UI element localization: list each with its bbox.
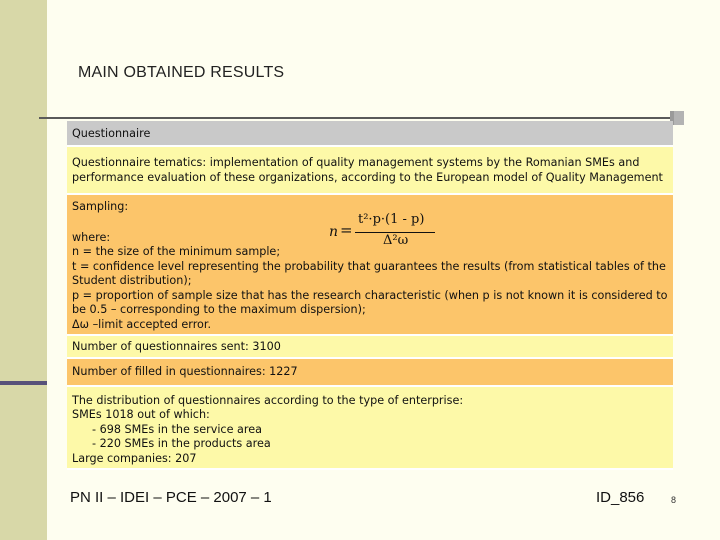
distribution-products: - 220 SMEs in the products area xyxy=(92,437,271,450)
title-rule xyxy=(39,117,670,119)
footer-id: ID_856 xyxy=(596,489,645,506)
definition-delta: Δω –limit accepted error. xyxy=(72,317,212,331)
sampling-cell xyxy=(67,194,673,335)
table-row xyxy=(67,194,673,335)
definition-n: n = the size of the minimum sample; xyxy=(72,245,281,258)
table-row xyxy=(67,386,673,470)
definition-p: p = proportion of sample size that has the research characteristic (when p is not known it is considered to be 0.5 – corresponding to the maximum dispersion); xyxy=(72,288,668,316)
table-header-cell: Questionnaire xyxy=(67,121,673,146)
table-row xyxy=(67,335,673,358)
left-decorative-band xyxy=(0,0,47,540)
filled-cell: Number of filled in questionnaires: 1227 xyxy=(67,358,673,386)
distribution-smes: SMEs 1018 out of which: xyxy=(72,408,210,421)
formula-equals: = xyxy=(340,221,353,239)
formula-denominator: Δ²ω xyxy=(383,233,409,248)
table-row xyxy=(67,121,673,146)
sampling-label: Sampling: xyxy=(72,200,129,213)
distribution-cell xyxy=(67,386,673,470)
sent-cell: Number of questionnaires sent: 3100 xyxy=(67,335,673,358)
slide-title: MAIN OBTAINED RESULTS xyxy=(78,64,285,81)
distribution-service: - 698 SMEs in the service area xyxy=(92,422,262,436)
distribution-intro: The distribution of questionnaires according to the type of enterprise: xyxy=(72,393,464,407)
page-number: 8 xyxy=(671,495,677,505)
left-accent-bar xyxy=(0,381,47,385)
table-row xyxy=(67,146,673,194)
where-label: where: xyxy=(72,230,111,244)
definition-t: t = confidence level representing the probability that guarantees the results (from statistical tables of the Student distribution); xyxy=(72,259,666,287)
formula-lhs: n xyxy=(329,224,339,240)
footer-project-code: PN II – IDEI – PCE – 2007 – 1 xyxy=(70,489,272,506)
tematics-cell: Questionnaire tematics: implementation of quality management systems by the Romanian SMEs and performance evaluation of these organizations, according to the European model of Quality Management xyxy=(67,146,673,194)
questionnaire-table xyxy=(67,121,673,470)
table-row xyxy=(67,358,673,386)
formula-numerator: t²·p·(1 - p) xyxy=(358,212,425,227)
sample-size-formula xyxy=(329,212,449,255)
distribution-large: Large companies: 207 xyxy=(72,451,197,465)
